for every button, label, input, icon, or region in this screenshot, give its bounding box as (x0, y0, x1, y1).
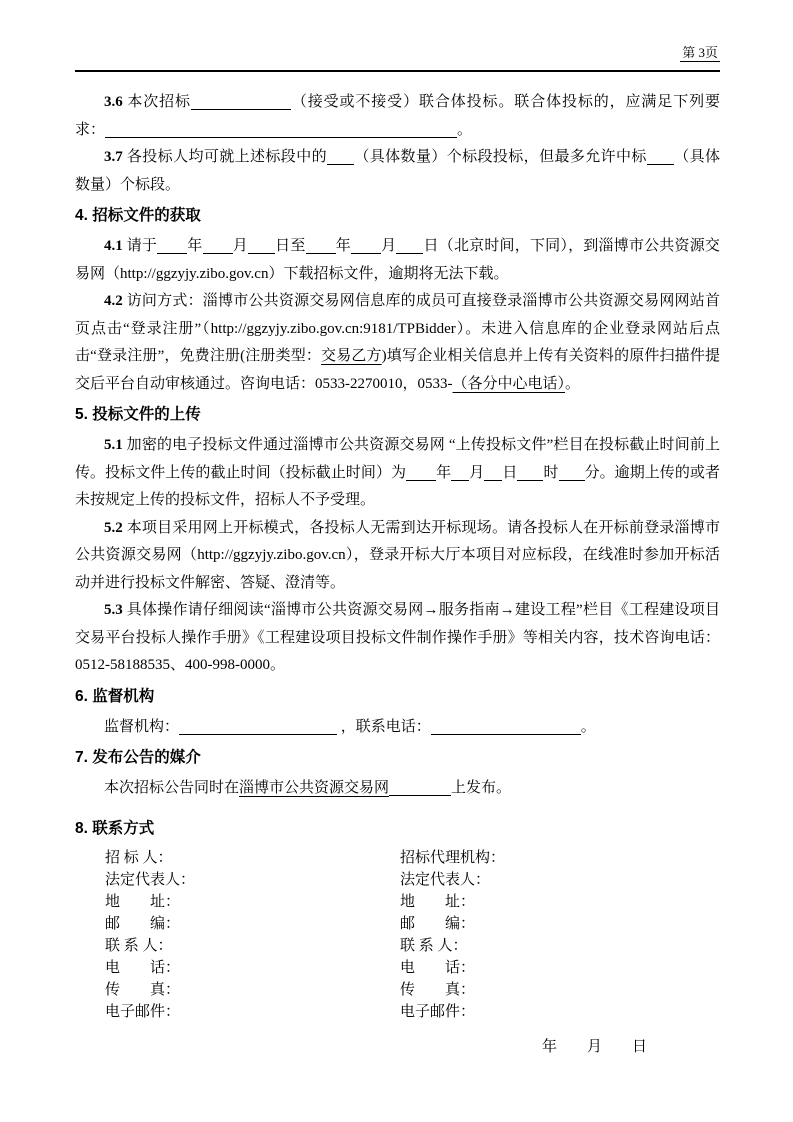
text-run: 本项目采用网上开标模式，各投标人无需到达开标现场。请各投标人在开标前登录淄博市公共资源交易网（http://ggzyjy.zibo.gov.cn），登录开标大厅本项目对应标段，在线准时参加开标活动并进行投标文件解密、答疑、澄清等。 (75, 519, 720, 591)
section-heading (75, 683, 720, 711)
section-heading (75, 815, 720, 843)
text-run: ，联系电话： (337, 718, 431, 735)
text-run: 年 (187, 238, 203, 254)
text-run: 请于 (126, 238, 158, 254)
blank-field (191, 105, 291, 110)
section-heading (75, 401, 720, 429)
paragraph (75, 597, 720, 680)
text-run: 6. 监督机构 (75, 687, 155, 705)
page-content (75, 44, 720, 1059)
contact-row: 联 系 人： (105, 937, 173, 954)
text-run: 分。逾期上传的或者未按规定上传的投标文件，招标人不予受理。 (75, 464, 720, 508)
section-heading (75, 744, 720, 772)
text-run: 本次招标 (127, 94, 191, 110)
contact-row: 招 标 人： (105, 849, 173, 866)
text-run: 8. 联系方式 (75, 819, 155, 837)
blank-field (451, 476, 469, 481)
page-header (75, 44, 720, 66)
text-run: 日 (502, 464, 518, 481)
contact-section (75, 847, 720, 1023)
paragraph (75, 288, 720, 398)
contact-column-bidder (75, 847, 400, 1023)
text-run: 加密的电子投标文件通过淄博市公共资源交易网 “上传投标文件”栏目在投标截止时间前上传。投标文件上传的截止时间（投标截止时间）为 (75, 437, 721, 481)
contact-row: 电 话： (400, 959, 476, 976)
blank-field (559, 476, 585, 481)
contact-row: 传 真： (105, 981, 181, 998)
document-body (75, 89, 720, 843)
contact-row: 传 真： (400, 981, 476, 998)
blank-field (396, 249, 423, 254)
page-number: 第 3页 (682, 45, 718, 60)
section-heading (75, 202, 720, 230)
blank-field (351, 249, 381, 254)
contact-row: 电 话： (105, 959, 181, 976)
paragraph (75, 714, 720, 742)
blank-field (406, 476, 436, 481)
text-run: 月 (469, 464, 485, 481)
text-run: )填写企业相关信息并上传有关资料的原件扫描件提交后平台自动审核通过。咨询电话：0533-2270010，0533- (75, 348, 720, 392)
text-run: 7. 发布公告的媒介 (75, 749, 201, 766)
text-run: 年 (335, 238, 351, 254)
text-run: 5.3 (104, 602, 127, 618)
paragraph (75, 233, 720, 288)
text-run: 上发布。 (451, 780, 512, 796)
contact-row: 邮 编： (400, 915, 476, 932)
text-run: 访问方式：淄博市公共资源交易网信息库的成员可直接登录淄博市公共资源交易网网站首页点击“登录注册”（http://ggzyjy.zibo.gov.cn:9181/TPBidder）。未进入信息库的企业登录网站后点击“登录注册”，免费注册(注册类型： (75, 293, 720, 364)
blank-field (517, 476, 543, 481)
paragraph (75, 144, 720, 199)
contact-row: 电子邮件： (105, 1003, 181, 1020)
contact-row: 地 址： (105, 893, 181, 910)
contact-row: 联 系 人： (400, 937, 468, 954)
text-run: 各投标人均可就上述标段中的 (126, 149, 327, 165)
blank-field (327, 160, 354, 165)
text-run: 5. 投标文件的上传 (75, 406, 201, 423)
text-run: 具体操作请仔细阅读“淄博市公共资源交易网→服务指南→建设工程”栏目《工程建设项目交易平台投标人操作手册》《工程建设项目投标文件制作操作手册》等相关内容，技术咨询电话：0512-58188535、400-998-0000。 (75, 602, 721, 673)
text-run: 交易乙方 (321, 348, 382, 364)
text-run: 。 (457, 121, 473, 138)
blank-field (179, 730, 337, 735)
text-run: 。 (565, 375, 581, 392)
text-run: 日（北京时间，下同），到淄博市公共资源交易网（http://ggzyjy.zibo.gov.cn）下载招标文件，逾期将无法下载。 (75, 238, 720, 282)
contact-row: 招标代理机构： (400, 849, 506, 866)
text-run: 日至 (274, 238, 306, 254)
blank-field (157, 249, 187, 254)
text-run: 4.2 (104, 293, 127, 309)
blank-field (389, 791, 451, 796)
blank-field (248, 249, 275, 254)
text-run: 3.6 (104, 94, 128, 110)
paragraph (75, 515, 720, 598)
text-run: 4.1 (104, 238, 127, 254)
date-line: 年 月 日 (542, 1038, 648, 1055)
text-run: 时 (543, 464, 559, 481)
contact-row: 邮 编： (105, 915, 181, 932)
text-run: （具体数量）个标段。 (75, 149, 720, 193)
contact-row: 电子邮件： (400, 1003, 476, 1020)
text-run: 5.2 (104, 519, 127, 536)
text-run: 本次招标公告同时在 (104, 780, 240, 796)
header-rule (75, 70, 720, 72)
text-run: （接受或不接受）联合体投标。联合体投标的，应满足下列要求： (75, 94, 720, 138)
text-run: 3.7 (104, 149, 127, 165)
text-run: 4. 招标文件的获取 (75, 207, 201, 224)
text-run: 。 (580, 718, 596, 735)
text-run: （各分中心电话） (452, 375, 566, 392)
blank-field (484, 476, 502, 481)
text-run: 年 (436, 464, 452, 481)
blank-field (203, 249, 233, 254)
text-run: 监督机构： (104, 718, 180, 735)
text-run: 5.1 (104, 437, 127, 453)
blank-field (105, 133, 457, 138)
paragraph (75, 432, 720, 515)
contact-row: 法定代表人： (400, 871, 491, 888)
paragraph (75, 89, 720, 144)
contact-row: 法定代表人： (105, 871, 196, 888)
text-run: 月 (232, 238, 248, 254)
contact-column-agency (400, 847, 720, 1023)
text-run: （具体数量）个标段投标，但最多允许中标 (353, 149, 647, 165)
text-run: 淄博市公共资源交易网 (239, 780, 390, 796)
text-run: 月 (380, 238, 397, 254)
paragraph (75, 775, 720, 803)
blank-field (431, 730, 581, 735)
contact-row: 地 址： (400, 893, 476, 910)
blank-field (306, 249, 336, 254)
blank-field (647, 160, 674, 165)
